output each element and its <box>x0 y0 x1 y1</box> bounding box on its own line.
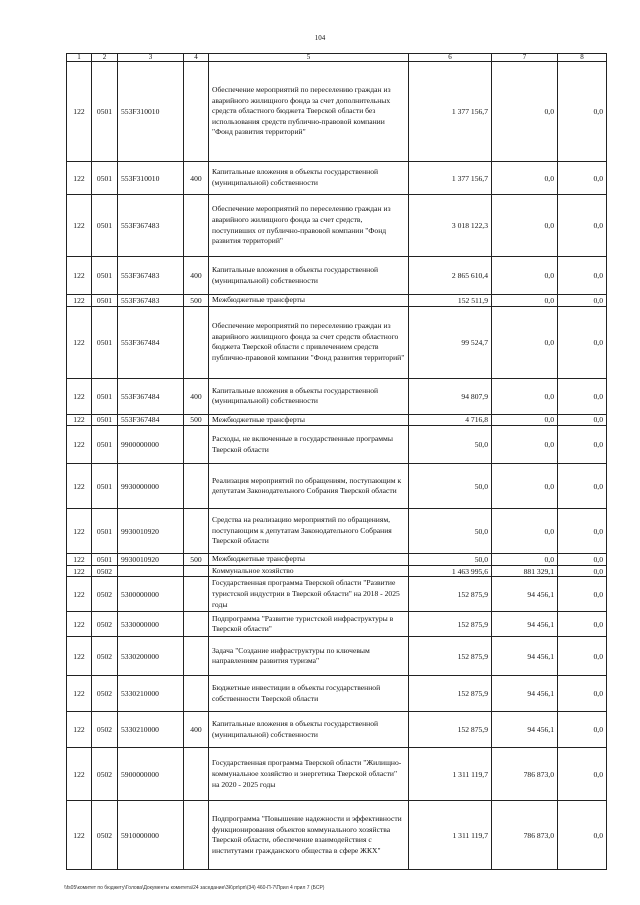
admin-code-cell: 122 <box>67 637 92 676</box>
expense-type-cell <box>184 577 209 612</box>
description-cell: Бюджетные инвестиции в объекты государственной собственности Тверской области <box>209 676 409 712</box>
amount-year2-cell: 0,0 <box>492 295 558 307</box>
description-cell: Капитальные вложения в объекты государственной (муниципальной) собственности <box>209 162 409 195</box>
section-code-cell: 0502 <box>92 637 118 676</box>
table-row <box>67 612 607 637</box>
description-cell: Реализация мероприятий по обращениям, поступающим к депутатам Законодательного Собрания Тверской области <box>209 464 409 509</box>
target-article-cell: 9900000000 <box>118 426 184 464</box>
section-code-cell: 0502 <box>92 577 118 612</box>
amount-year1-cell: 1 311 119,7 <box>409 748 492 801</box>
expense-type-cell <box>184 801 209 870</box>
amount-year3-cell: 0,0 <box>558 378 607 414</box>
table-row <box>67 426 607 464</box>
description-cell: Межбюджетные трансферты <box>209 295 409 307</box>
expense-type-cell: 400 <box>184 162 209 195</box>
amount-year2-cell: 94 456,1 <box>492 612 558 637</box>
amount-year1-cell: 3 018 122,3 <box>409 195 492 257</box>
amount-year3-cell: 0,0 <box>558 195 607 257</box>
target-article-cell: 553F367484 <box>118 378 184 414</box>
amount-year3-cell: 0,0 <box>558 162 607 195</box>
target-article-cell: 553F367484 <box>118 306 184 378</box>
description-cell: Подпрограмма "Повышение надежности и эффективности функционирования объектов коммунального хозяйства Тверской области, обеспечение взаимодействия с институтами гражданского общества в сфере ЖКХ" <box>209 801 409 870</box>
admin-code-cell: 122 <box>67 509 92 554</box>
section-code-cell: 0501 <box>92 378 118 414</box>
expense-type-cell <box>184 748 209 801</box>
amount-year3-cell: 0,0 <box>558 712 607 748</box>
expense-type-cell <box>184 306 209 378</box>
description-cell: Обеспечение мероприятий по переселению граждан из аварийного жилищного фонда за счет средств областного бюджета Тверской области с привлечением средств публично-правовой компании "Фонд развития территорий" <box>209 306 409 378</box>
amount-year2-cell: 94 456,1 <box>492 637 558 676</box>
expense-type-cell <box>184 612 209 637</box>
description-cell: Коммунальное хозяйство <box>209 565 409 577</box>
expense-type-cell <box>184 62 209 162</box>
expense-type-cell <box>184 637 209 676</box>
target-article-cell: 5300000000 <box>118 577 184 612</box>
admin-code-cell: 122 <box>67 295 92 307</box>
table-row <box>67 637 607 676</box>
section-code-cell: 0501 <box>92 306 118 378</box>
page-number: 104 <box>314 34 326 42</box>
admin-code-cell: 122 <box>67 712 92 748</box>
admin-code-cell: 122 <box>67 426 92 464</box>
description-cell: Государственная программа Тверской области "Развитие туристской индустрии в Тверской области" на 2018 - 2025 годы <box>209 577 409 612</box>
budget-table <box>66 53 607 870</box>
target-article-cell: 553F367483 <box>118 295 184 307</box>
table-row <box>67 565 607 577</box>
expense-type-cell: 500 <box>184 295 209 307</box>
expense-type-cell <box>184 565 209 577</box>
table-body <box>67 62 607 870</box>
section-code-cell: 0501 <box>92 162 118 195</box>
amount-year3-cell: 0,0 <box>558 62 607 162</box>
admin-code-cell: 122 <box>67 464 92 509</box>
amount-year3-cell: 0,0 <box>558 577 607 612</box>
section-code-cell: 0501 <box>92 464 118 509</box>
amount-year3-cell: 0,0 <box>558 257 607 295</box>
expense-type-cell: 500 <box>184 414 209 426</box>
target-article-cell: 5330000000 <box>118 612 184 637</box>
amount-year1-cell: 152 875,9 <box>409 577 492 612</box>
amount-year3-cell: 0,0 <box>558 565 607 577</box>
description-cell: Капитальные вложения в объекты государственной (муниципальной) собственности <box>209 378 409 414</box>
table-row <box>67 676 607 712</box>
description-cell: Капитальные вложения в объекты государственной (муниципальной) собственности <box>209 257 409 295</box>
amount-year2-cell: 94 456,1 <box>492 577 558 612</box>
target-article-cell: 553F367484 <box>118 414 184 426</box>
amount-year2-cell: 0,0 <box>492 378 558 414</box>
amount-year2-cell: 94 456,1 <box>492 676 558 712</box>
admin-code-cell: 122 <box>67 801 92 870</box>
column-header: 3 <box>118 54 184 62</box>
admin-code-cell: 122 <box>67 554 92 566</box>
amount-year1-cell: 2 865 610,4 <box>409 257 492 295</box>
table-row <box>67 257 607 295</box>
amount-year2-cell: 0,0 <box>492 414 558 426</box>
amount-year2-cell: 0,0 <box>492 62 558 162</box>
amount-year1-cell: 50,0 <box>409 464 492 509</box>
amount-year2-cell: 0,0 <box>492 554 558 566</box>
amount-year2-cell: 0,0 <box>492 162 558 195</box>
amount-year2-cell: 0,0 <box>492 509 558 554</box>
table-row <box>67 162 607 195</box>
description-cell: Средства на реализацию мероприятий по обращениям, поступающим к депутатам Законодательного Собрания Тверской области <box>209 509 409 554</box>
expense-type-cell <box>184 195 209 257</box>
column-header: 5 <box>209 54 409 62</box>
expense-type-cell <box>184 464 209 509</box>
expense-type-cell: 400 <box>184 378 209 414</box>
section-code-cell: 0501 <box>92 257 118 295</box>
admin-code-cell: 122 <box>67 162 92 195</box>
admin-code-cell: 122 <box>67 612 92 637</box>
target-article-cell: 553F367483 <box>118 257 184 295</box>
target-article-cell: 9930010920 <box>118 554 184 566</box>
target-article-cell: 9930010920 <box>118 509 184 554</box>
table-row <box>67 464 607 509</box>
table-row <box>67 414 607 426</box>
expense-type-cell: 400 <box>184 712 209 748</box>
amount-year3-cell: 0,0 <box>558 295 607 307</box>
section-code-cell: 0502 <box>92 612 118 637</box>
target-article-cell: 5330210000 <box>118 712 184 748</box>
section-code-cell: 0502 <box>92 712 118 748</box>
target-article-cell: 5330210000 <box>118 676 184 712</box>
table-row <box>67 195 607 257</box>
admin-code-cell: 122 <box>67 62 92 162</box>
amount-year2-cell: 0,0 <box>492 306 558 378</box>
table-row <box>67 748 607 801</box>
amount-year2-cell: 0,0 <box>492 257 558 295</box>
admin-code-cell: 122 <box>67 195 92 257</box>
section-code-cell: 0502 <box>92 676 118 712</box>
amount-year3-cell: 0,0 <box>558 637 607 676</box>
column-header: 2 <box>92 54 118 62</box>
target-article-cell: 5330200000 <box>118 637 184 676</box>
description-cell: Обеспечение мероприятий по переселению граждан из аварийного жилищного фонда за счет дополнительных средств областного бюджета Тверской области без использования средств публично-правовой компании "Фонд развития территорий" <box>209 62 409 162</box>
section-code-cell: 0502 <box>92 748 118 801</box>
amount-year1-cell: 94 807,9 <box>409 378 492 414</box>
amount-year1-cell: 99 524,7 <box>409 306 492 378</box>
amount-year3-cell: 0,0 <box>558 676 607 712</box>
section-code-cell: 0501 <box>92 295 118 307</box>
target-article-cell: 9930000000 <box>118 464 184 509</box>
table-row <box>67 509 607 554</box>
target-article-cell <box>118 565 184 577</box>
amount-year3-cell: 0,0 <box>558 554 607 566</box>
column-header: 4 <box>184 54 209 62</box>
amount-year1-cell: 50,0 <box>409 554 492 566</box>
expense-type-cell <box>184 676 209 712</box>
amount-year2-cell: 786 873,0 <box>492 748 558 801</box>
amount-year2-cell: 786 873,0 <box>492 801 558 870</box>
description-cell: Подпрограмма "Развитие туристской инфраструктуры в Тверской области" <box>209 612 409 637</box>
target-article-cell: 553F367483 <box>118 195 184 257</box>
column-header: 1 <box>67 54 92 62</box>
table-row <box>67 306 607 378</box>
amount-year3-cell: 0,0 <box>558 748 607 801</box>
expense-type-cell <box>184 509 209 554</box>
target-article-cell: 553F310010 <box>118 62 184 162</box>
description-cell: Капитальные вложения в объекты государственной (муниципальной) собственности <box>209 712 409 748</box>
section-code-cell: 0501 <box>92 62 118 162</box>
admin-code-cell: 122 <box>67 565 92 577</box>
amount-year1-cell: 152 875,9 <box>409 637 492 676</box>
table-row <box>67 295 607 307</box>
admin-code-cell: 122 <box>67 306 92 378</box>
admin-code-cell: 122 <box>67 577 92 612</box>
section-code-cell: 0501 <box>92 509 118 554</box>
file-path-footer: \\fs05\комитет по бюджету\Голова\Документы комитета\24 заседание\ЗК\рп\рп\(34) 460-П-7\Прил 4 прил 7 (БСР) <box>64 885 325 891</box>
description-cell: Межбюджетные трансферты <box>209 554 409 566</box>
description-cell: Государственная программа Тверской области "Жилищно-коммунальное хозяйство и энергетика Тверской области" на 2020 - 2025 годы <box>209 748 409 801</box>
amount-year1-cell: 152 511,9 <box>409 295 492 307</box>
expense-type-cell: 400 <box>184 257 209 295</box>
amount-year2-cell: 881 329,1 <box>492 565 558 577</box>
expense-type-cell <box>184 426 209 464</box>
column-header: 6 <box>409 54 492 62</box>
section-code-cell: 0501 <box>92 414 118 426</box>
column-header: 8 <box>558 54 607 62</box>
table-row <box>67 801 607 870</box>
table-row <box>67 62 607 162</box>
table-row <box>67 712 607 748</box>
amount-year3-cell: 0,0 <box>558 414 607 426</box>
amount-year3-cell: 0,0 <box>558 426 607 464</box>
section-code-cell: 0502 <box>92 565 118 577</box>
amount-year2-cell: 0,0 <box>492 426 558 464</box>
amount-year1-cell: 1 311 119,7 <box>409 801 492 870</box>
amount-year1-cell: 1 377 156,7 <box>409 62 492 162</box>
amount-year3-cell: 0,0 <box>558 612 607 637</box>
expense-type-cell: 500 <box>184 554 209 566</box>
admin-code-cell: 122 <box>67 676 92 712</box>
section-code-cell: 0501 <box>92 195 118 257</box>
target-article-cell: 5900000000 <box>118 748 184 801</box>
amount-year3-cell: 0,0 <box>558 464 607 509</box>
admin-code-cell: 122 <box>67 257 92 295</box>
amount-year1-cell: 1 377 156,7 <box>409 162 492 195</box>
admin-code-cell: 122 <box>67 748 92 801</box>
amount-year1-cell: 50,0 <box>409 509 492 554</box>
table-row <box>67 577 607 612</box>
amount-year3-cell: 0,0 <box>558 509 607 554</box>
section-code-cell: 0501 <box>92 426 118 464</box>
description-cell: Задача "Создание инфраструктуры по ключевым направлениям развития туризма" <box>209 637 409 676</box>
amount-year2-cell: 94 456,1 <box>492 712 558 748</box>
amount-year1-cell: 152 875,9 <box>409 712 492 748</box>
column-number-row <box>67 54 607 62</box>
target-article-cell: 553F310010 <box>118 162 184 195</box>
section-code-cell: 0501 <box>92 554 118 566</box>
target-article-cell: 5910000000 <box>118 801 184 870</box>
amount-year2-cell: 0,0 <box>492 464 558 509</box>
section-code-cell: 0502 <box>92 801 118 870</box>
amount-year3-cell: 0,0 <box>558 306 607 378</box>
amount-year1-cell: 152 875,9 <box>409 612 492 637</box>
amount-year1-cell: 152 875,9 <box>409 676 492 712</box>
amount-year2-cell: 0,0 <box>492 195 558 257</box>
description-cell: Межбюджетные трансферты <box>209 414 409 426</box>
amount-year1-cell: 50,0 <box>409 426 492 464</box>
amount-year1-cell: 1 463 995,6 <box>409 565 492 577</box>
amount-year3-cell: 0,0 <box>558 801 607 870</box>
description-cell: Обеспечение мероприятий по переселению граждан из аварийного жилищного фонда за счет средств, поступивших от публично-правовой компании "Фонд развития территорий" <box>209 195 409 257</box>
table-row <box>67 554 607 566</box>
column-header: 7 <box>492 54 558 62</box>
amount-year1-cell: 4 716,8 <box>409 414 492 426</box>
admin-code-cell: 122 <box>67 414 92 426</box>
admin-code-cell: 122 <box>67 378 92 414</box>
description-cell: Расходы, не включенные в государственные программы Тверской области <box>209 426 409 464</box>
table-row <box>67 378 607 414</box>
